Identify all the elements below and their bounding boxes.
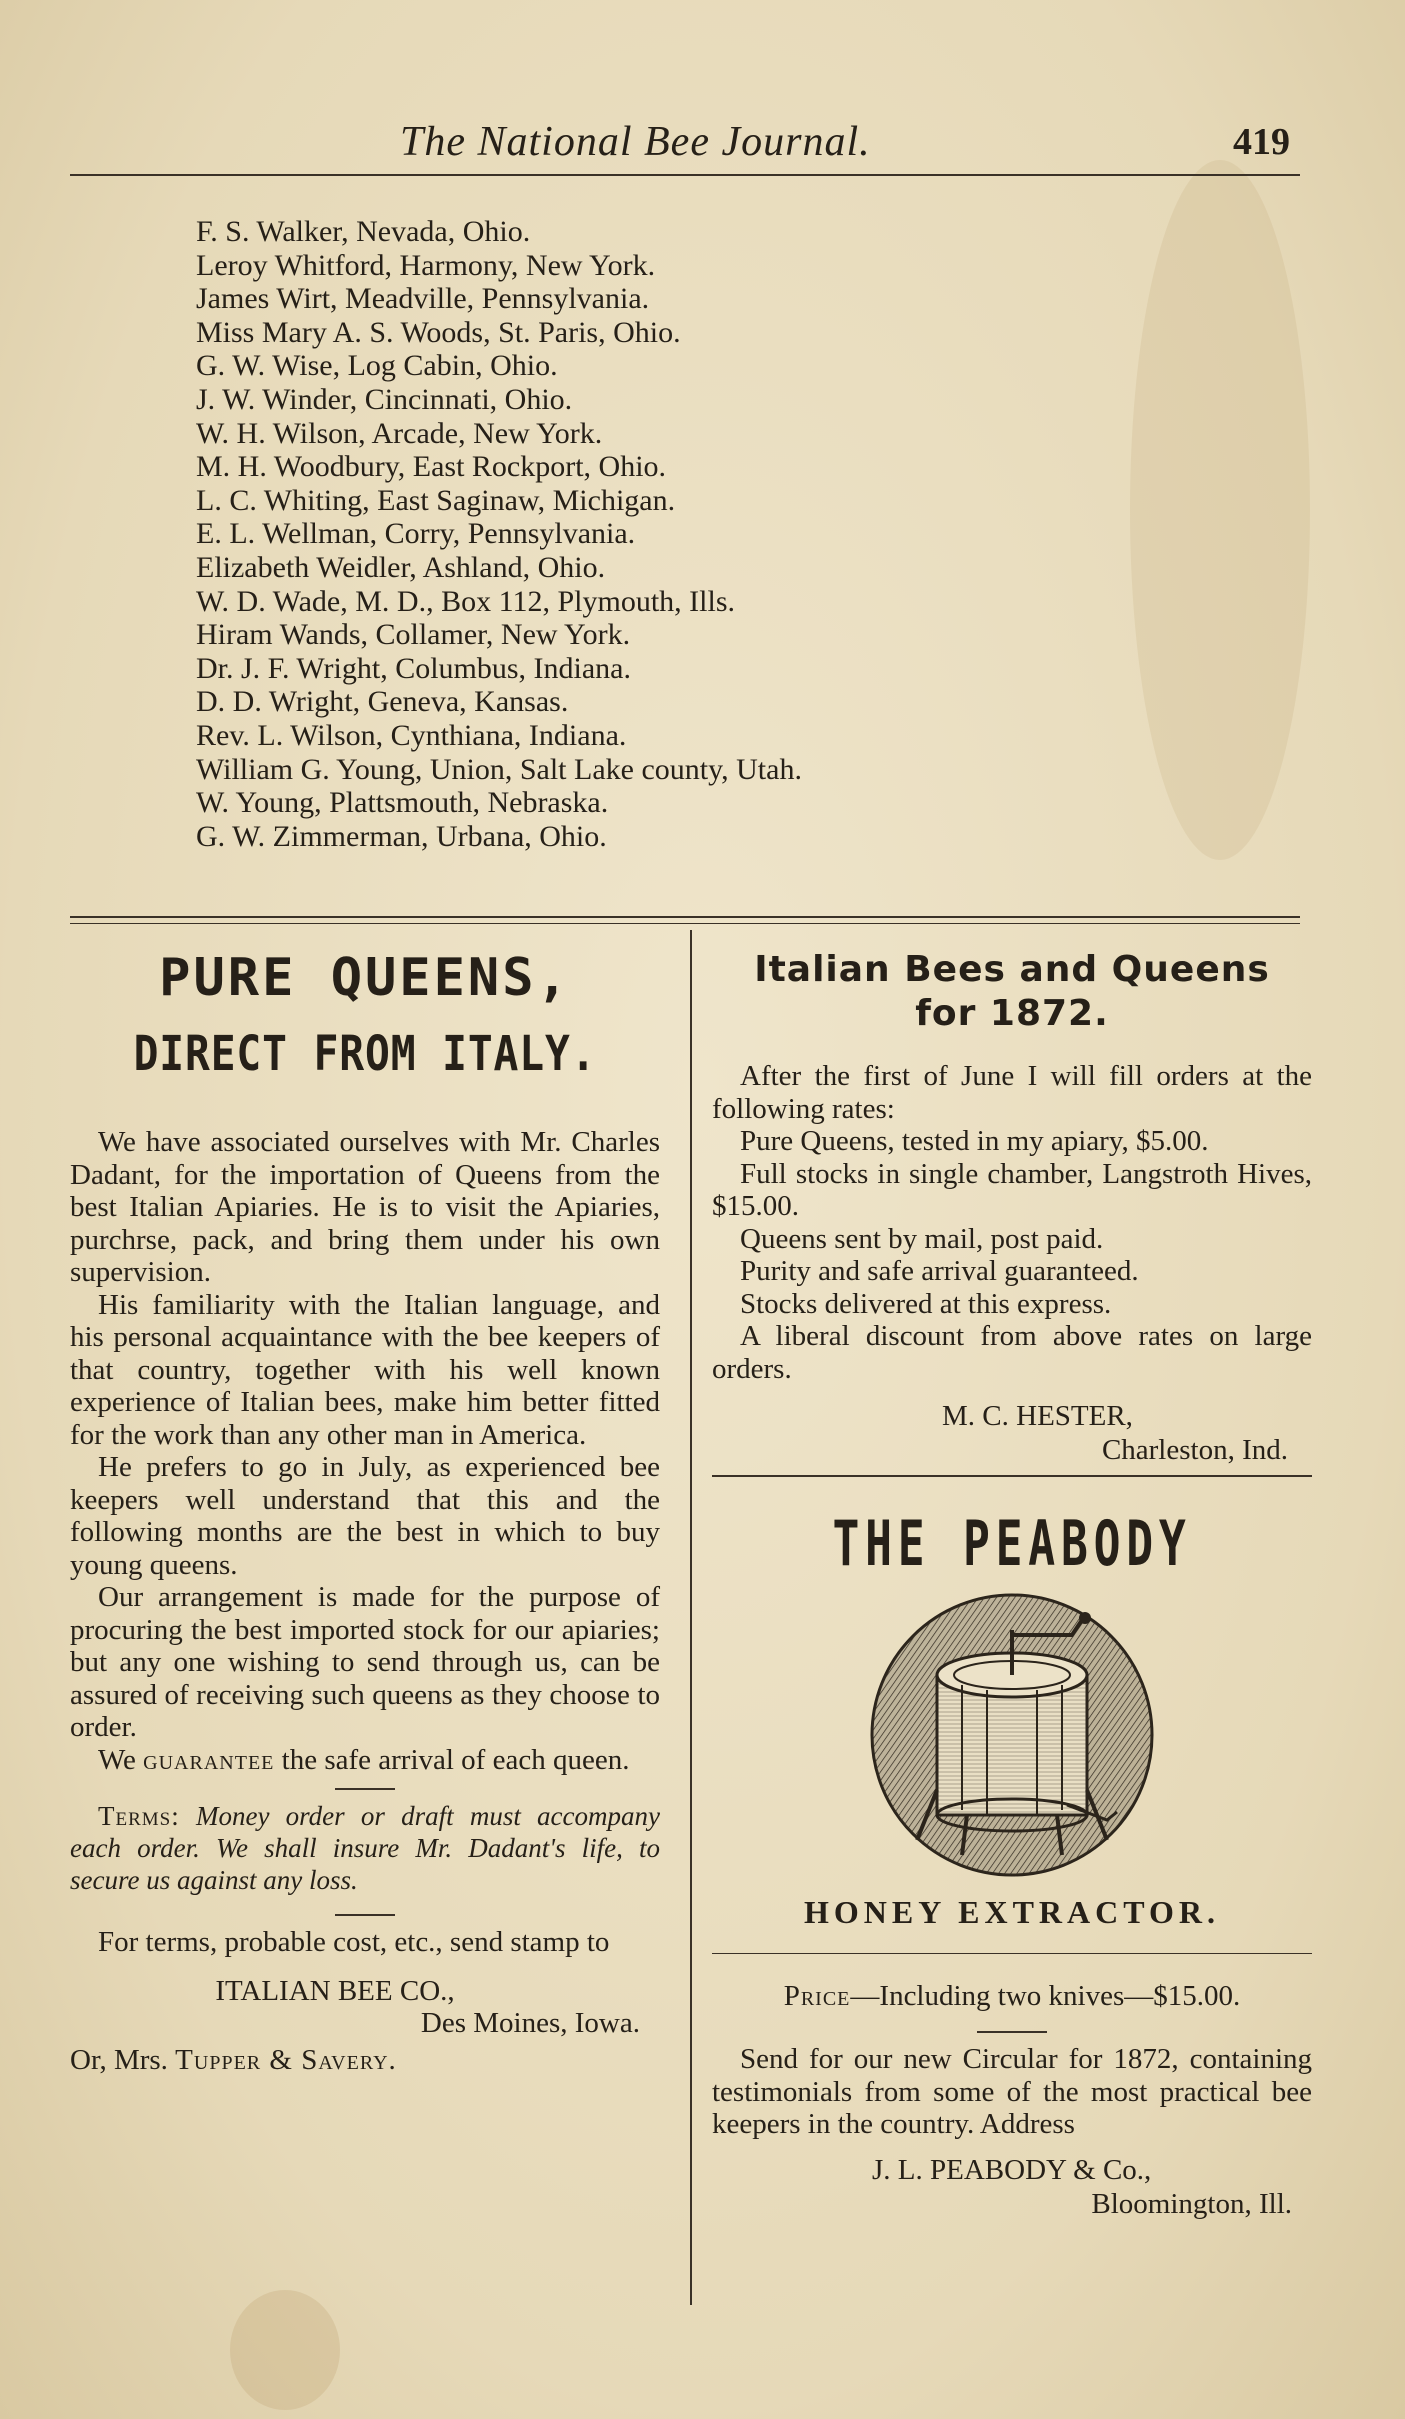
journal-title: The National Bee Journal. — [400, 119, 871, 165]
alternate-prefix: Or, Mrs. — [70, 2043, 168, 2076]
list-item: James Wirt, Meadville, Pennsylvania. — [196, 282, 650, 316]
italian-bees-advert — [712, 948, 1312, 1467]
guarantee-paragraph — [70, 1744, 660, 1777]
price-line — [712, 1980, 1312, 2013]
list-item: Rev. L. Wilson, Cynthiana, Indiana. — [196, 718, 627, 752]
list-item: M. H. Woodbury, East Rockport, Ohio. — [196, 450, 667, 484]
signature — [712, 1399, 1312, 1467]
alternate-name: Tupper & Savery. — [175, 2043, 397, 2076]
signature-place: Bloomington, Ill. — [1091, 2187, 1292, 2220]
advert-subheading: DIRECT FROM ITALY. — [133, 1026, 597, 1082]
company-city: Des Moines, Iowa. — [420, 2007, 640, 2039]
terms-text: Money order or draft must accompany each order. We shall insure Mr. Dadant's life, to secure us against any loss. — [70, 1801, 661, 1895]
advert-heading: PURE QUEENS, — [159, 948, 571, 1008]
advert-subheading: for 1872. — [915, 993, 1109, 1034]
list-item: L. C. Whiting, East Saginaw, Michigan. — [196, 483, 676, 517]
paragraph: Our arrangement is made for the purpose of procuring the best imported stock for our apiaries; but any one wishing to send through us, can be assured of receiving such queens as they choose to order. — [70, 1581, 660, 1743]
list-item: G. W. Zimmerman, Urbana, Ohio. — [196, 819, 607, 853]
list-item: Elizabeth Weidler, Ashland, Ohio. — [196, 550, 606, 584]
list-item: D. D. Wright, Geneva, Kansas. — [196, 685, 569, 719]
short-rule — [335, 1788, 395, 1790]
list-item: E. L. Wellman, Corry, Pennsylvania. — [196, 517, 636, 551]
paragraph: For terms, probable cost, etc., send stamp to — [98, 1926, 610, 1958]
paragraph: Pure Queens, tested in my apiary, $5.00. — [740, 1125, 1209, 1157]
stamp-paragraph — [70, 1926, 660, 1959]
page-number: 419 — [1233, 121, 1290, 163]
short-rule — [335, 1914, 395, 1916]
paragraph: Send for our new Circular for 1872, containing testimonials from some of the most practical bee keepers in the country. Address — [712, 2043, 1312, 2140]
paper-stain — [230, 2290, 340, 2410]
honey-extractor-engraving — [867, 1590, 1157, 1880]
short-rule — [977, 2031, 1047, 2033]
advert-heading: Italian Bees and Queens — [754, 949, 1270, 990]
signature-name: J. L. PEABODY & Co., — [872, 2153, 1152, 2186]
paragraph: Purity and safe arrival guaranteed. — [740, 1255, 1139, 1287]
paragraph: Full stocks in single chamber, Langstroth Hives, $15.00. — [712, 1157, 1312, 1222]
page-header — [70, 118, 1300, 176]
guarantee-word: guarantee — [143, 1743, 275, 1776]
guarantee-prefix: We — [98, 1743, 136, 1776]
advert-divider — [712, 1953, 1312, 1954]
guarantee-rest: the safe arrival of each queen. — [281, 1743, 630, 1776]
list-item: Leroy Whitford, Harmony, New York. — [196, 248, 656, 282]
list-item: G. W. Wise, Log Cabin, Ohio. — [196, 349, 558, 383]
price-label: Price — [783, 1980, 851, 2012]
address-block — [70, 1975, 660, 2077]
advert-body — [712, 1060, 1312, 1385]
terms-label: Terms: — [98, 1801, 180, 1831]
list-item: F. S. Walker, Nevada, Ohio. — [196, 215, 531, 248]
paragraph: We have associated ourselves with Mr. Charles Dadant, for the importation of Queens from the best Italian Apiaries. He is to visit the Apiaries, purchrse, pack, and bring them under his own supervision. — [70, 1126, 660, 1288]
paragraph: A liberal discount from above rates on large orders. — [712, 1320, 1312, 1385]
pure-queens-advert — [70, 948, 660, 2076]
paragraph: His familiarity with the Italian language, and his personal acquaintance with the bee keepers of that country, together with his well known experience of Italian bees, make him better fitted for the work than any other man in America. — [70, 1288, 660, 1451]
list-item: W. D. Wade, M. D., Box 112, Plymouth, Ills. — [196, 584, 735, 618]
right-column — [712, 948, 1312, 2221]
signature-name: M. C. HESTER, — [942, 1400, 1133, 1432]
signature-place: Charleston, Ind. — [1101, 1434, 1288, 1466]
list-item: J. W. Winder, Cincinnati, Ohio. — [196, 382, 573, 416]
circular-paragraph — [712, 2043, 1312, 2141]
list-item: Dr. J. F. Wright, Columbus, Indiana. — [196, 651, 631, 685]
advert-heading: THE PEABODY — [832, 1507, 1192, 1580]
company-name: ITALIAN BEE CO., — [215, 1974, 455, 2007]
list-item: Hiram Wands, Collamer, New York. — [196, 618, 631, 652]
peabody-advert — [712, 1507, 1312, 2221]
list-item: Miss Mary A. S. Woods, St. Paris, Ohio. — [196, 315, 681, 349]
list-item: W. H. Wilson, Arcade, New York. — [196, 416, 603, 450]
advert-divider — [712, 1475, 1312, 1477]
price-text: —Including two knives—$15.00. — [850, 1980, 1241, 2012]
signature — [712, 2153, 1312, 2221]
paragraph: He prefers to go in July, as experienced bee keepers well understand that this and the following months are the best in which to buy young queens. — [70, 1451, 660, 1581]
product-name: HONEY EXTRACTOR. — [803, 1894, 1221, 1930]
list-item: W. Young, Plattsmouth, Nebraska. — [196, 786, 609, 820]
advert-body — [70, 1126, 660, 1776]
paragraph: After the first of June I will fill orders at the following rates: — [712, 1060, 1312, 1125]
column-divider — [690, 930, 692, 2305]
list-item: William G. Young, Union, Salt Lake county, Utah. — [196, 752, 802, 786]
subscriber-list — [196, 215, 1096, 853]
paragraph: Queens sent by mail, post paid. — [740, 1222, 1104, 1255]
paragraph: Stocks delivered at this express. — [740, 1287, 1112, 1320]
paper-stain — [1130, 160, 1310, 860]
terms-paragraph — [70, 1800, 660, 1896]
section-divider — [70, 916, 1300, 924]
alternate-agent — [70, 2044, 660, 2077]
